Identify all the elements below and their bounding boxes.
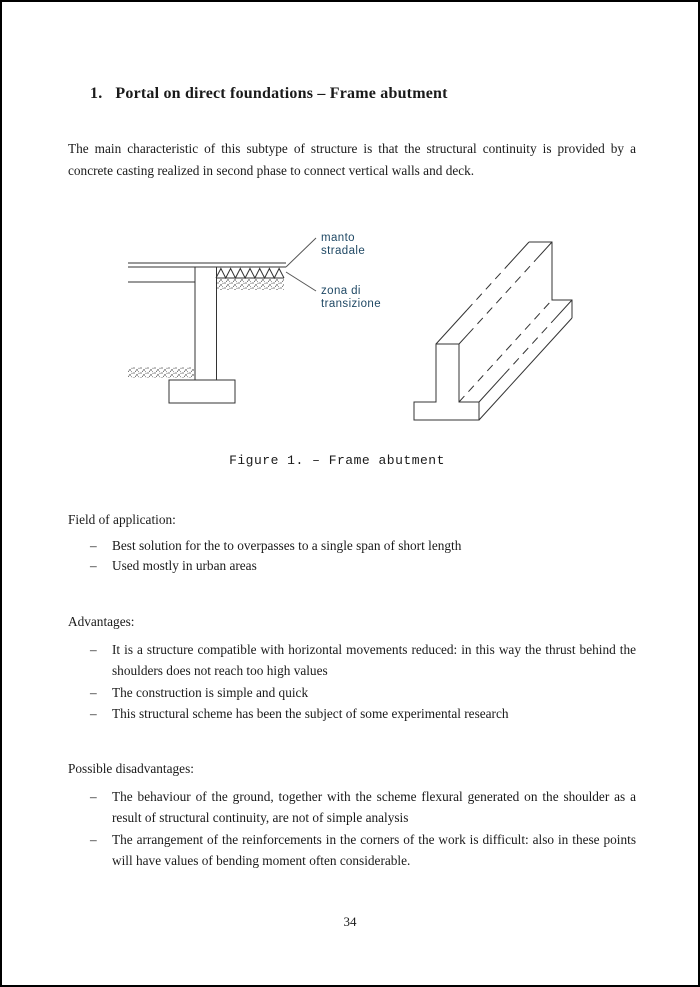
list-item [68,639,636,682]
bullet-dash: – [90,684,97,700]
ground-stipple-left [128,367,194,378]
backfill-stipple [216,279,284,290]
list-item [68,556,636,576]
extrusion-edge-top-left [436,242,529,344]
t-section-front-face [414,344,479,420]
disadvantages-heading: Possible disadvantages: [68,761,194,776]
label-manto-line1: manto [321,232,355,244]
list-item-text: This structural scheme has been the subject of some experimental research [112,705,509,721]
bullet-dash: – [90,789,97,804]
figure-1-diagram [112,227,592,432]
bullet-dash: – [90,705,97,721]
road-surface-lines [128,263,286,267]
cross-section-drawing [128,232,381,403]
extrusion-edge-footing-top [479,300,572,402]
intro-paragraph: The main characteristic of this subtype of structure is that the structural continuity is provided by a concrete casting realized in second phase to connect vertical walls and deck. [68,141,636,178]
disadvantages-list [68,786,636,871]
list-item [68,829,636,872]
abutment-footing [169,380,235,403]
list-item [68,786,636,829]
advantages-list [68,639,636,724]
heading-number: 1. [90,85,103,102]
bullet-dash: – [90,831,97,847]
advantages-heading: Advantages: [68,614,135,629]
bullet-dash: – [90,538,97,553]
extrusion-edge-footing-bottom [479,318,572,420]
transition-zone-hatch [216,269,284,291]
isometric-drawing [414,242,572,420]
label-zona-transizione [321,285,381,310]
label-manto-line2: stradale [321,245,366,257]
field-of-application-list [68,536,636,577]
list-item-text: Best solution for the to overpasses to a single span of short length [112,538,462,553]
page-number: 34 [343,914,357,929]
list-item-text: The construction is simple and quick [112,684,309,700]
list-item-text: The behaviour of the ground, together with the scheme flexural generated on the shoulder as a result of structural continuity, are not of simple analysis [112,789,636,826]
bullet-dash: – [90,558,97,574]
list-item-text: The arrangement of the reinforcements in the corners of the work is difficult: also in these points will have values of bending moment often considerable. [112,831,636,868]
label-manto-stradale [321,232,365,257]
list-item [68,536,636,556]
extrusion-edge-top-right [459,242,552,344]
list-item-text: It is a structure compatible with horizontal movements reduced: in this way the thrust behind the shoulders does not reach too high values [112,642,636,679]
abutment-wall [195,267,217,380]
list-item-text: Used mostly in urban areas [112,558,257,574]
leader-line-zona [286,272,316,291]
figure-caption: Figure 1. – Frame abutment [229,453,445,468]
section-heading [90,85,448,103]
label-zona-line1: zona di [321,285,361,297]
label-zona-line2: transizione [321,298,382,310]
list-item [68,703,636,724]
leader-line-manto [286,238,316,267]
list-item [68,682,636,703]
heading-title: Portal on direct foundations – Frame abutment [115,85,448,102]
field-of-application-heading: Field of application: [68,512,176,527]
extrusion-edge-stem-base [459,300,552,402]
bullet-dash: – [90,642,97,657]
